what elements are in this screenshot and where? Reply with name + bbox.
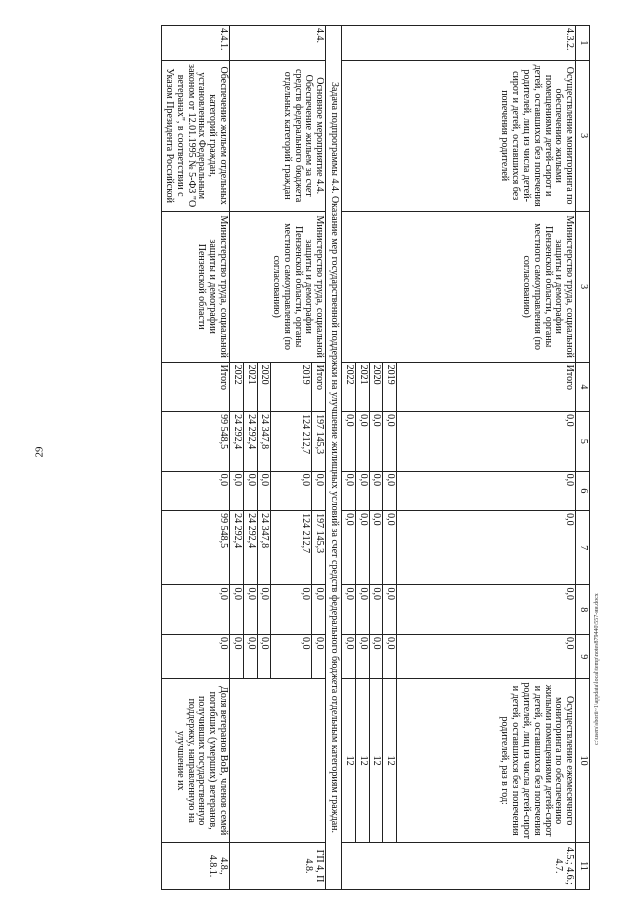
col-header-5: 5: [576, 412, 590, 471]
table-row: [162, 26, 230, 890]
value-cell: 0,0: [162, 634, 230, 679]
value-cell: 24 292,4: [230, 511, 244, 585]
value-cell: 0,0: [243, 634, 257, 679]
value-cell: 0,0: [243, 585, 257, 635]
value-cell: 0,0: [312, 471, 326, 511]
value-cell: 0,0: [397, 634, 576, 679]
rotated-table-sheet: [50, 25, 590, 890]
value-cell: 0,0: [257, 585, 271, 635]
col-header-11: 11: [576, 842, 590, 889]
value-cell: 197 145,3: [312, 412, 326, 471]
col-header-8: 8: [576, 585, 590, 635]
value-cell: 0,0: [397, 585, 576, 635]
year-cell: Итого: [162, 362, 230, 412]
value-cell: 0,0: [383, 511, 397, 585]
year-cell: 2020: [369, 362, 383, 412]
value-cell: 0,0: [312, 634, 326, 679]
value-cell: 0,0: [397, 412, 576, 471]
value-cell: 197 145,3: [312, 511, 326, 585]
value-cell: 0,0: [257, 471, 271, 511]
value-cell: 0,0: [383, 634, 397, 679]
value-cell: 0,0: [383, 412, 397, 471]
value-cell: 0,0: [271, 585, 312, 635]
col-header-7: 7: [576, 511, 590, 585]
value-cell: 99 548,5: [162, 511, 230, 585]
indicator-value: 12: [383, 679, 397, 842]
value-cell: 0,0: [271, 471, 312, 511]
page-number: 29: [33, 446, 46, 458]
value-cell: 0,0: [162, 471, 230, 511]
value-cell: 0,0: [257, 634, 271, 679]
col-header-9: 9: [576, 634, 590, 679]
year-cell: 2022: [342, 362, 356, 412]
value-cell: 0,0: [342, 634, 356, 679]
value-cell: 124 212,7: [271, 412, 312, 471]
row-number: 4.4.: [230, 26, 326, 61]
indicator-cell: Осуществление ежемесячного мониторинга по обеспечению жилыми помещениями детей-сирот и детей, оставшихся без попечения родителей, лиц из числа детей-сирот и детей, оставшихся без попечения родителей, раз в год:: [397, 679, 576, 842]
value-cell: 24 347,8: [257, 511, 271, 585]
value-cell: 0,0: [369, 412, 383, 471]
col-header-2: 3: [576, 60, 590, 211]
indicator-value: 12: [342, 679, 356, 842]
indicator-value: 12: [369, 679, 383, 842]
year-cell: 2020: [257, 362, 271, 412]
indicator-cell: [230, 679, 326, 842]
value-cell: 124 212,7: [271, 511, 312, 585]
value-cell: 24 292,4: [230, 412, 244, 471]
table-row: [397, 26, 576, 890]
value-cell: 24 292,4: [243, 511, 257, 585]
value-cell: 0,0: [271, 634, 312, 679]
executor: Министерство труда, социальной защиты и демографии Пензенской области, органы местного самоуправления (по согласованию): [342, 211, 576, 362]
col-header-1: 1: [576, 26, 590, 61]
value-cell: 0,0: [369, 511, 383, 585]
measure-name: Осуществление мониторинга по обеспечению жилыми помещениями детей-сирот и детей, оставшихся без попечения родителей, лиц из числа детей-сирот и детей, оставшихся без попечения родителей: [342, 60, 576, 211]
reference-cell: 4.5.; 4.6.; 4.7.: [342, 842, 576, 889]
year-cell: 2022: [230, 362, 244, 412]
value-cell: 24 347,8: [257, 412, 271, 471]
row-number: 4.4.1.: [162, 26, 230, 61]
program-measures-table: [161, 25, 590, 890]
value-cell: 0,0: [243, 471, 257, 511]
year-cell: 2019: [271, 362, 312, 412]
reference-cell: 4.8., 4.8.1.: [162, 842, 230, 889]
value-cell: 0,0: [312, 585, 326, 635]
year-cell: 2021: [243, 362, 257, 412]
value-cell: 0,0: [369, 471, 383, 511]
task-row: [326, 26, 342, 890]
executor: Министерство труда, социальной защиты и демографии Пензенской области, органы местного самоуправления (по согласованию): [230, 211, 326, 362]
value-cell: 0,0: [397, 511, 576, 585]
value-cell: 0,0: [355, 585, 369, 635]
measure-name: Обеспечение жильем отдельных категорий граждан, установленных Федеральным законом от 12.01.1995 № 5-ФЗ "О ветеранах", в соответствии с Указом Президента Российской: [162, 60, 230, 211]
year-cell: Итого: [312, 362, 326, 412]
value-cell: 0,0: [369, 634, 383, 679]
header-row: [576, 26, 590, 890]
value-cell: 0,0: [230, 471, 244, 511]
value-cell: 0,0: [230, 585, 244, 635]
indicator-value: 12: [355, 679, 369, 842]
year-cell: 2019: [383, 362, 397, 412]
subprogram-task: Задача подпрограммы 4.4. Оказание мер государственной поддержки на улучшение жилищных условий за счет средств федерального бюджета отдельным категориям граждан.: [326, 26, 342, 890]
value-cell: 24 292,4: [243, 412, 257, 471]
value-cell: 0,0: [397, 471, 576, 511]
col-header-6: 6: [576, 471, 590, 511]
year-cell: Итого: [397, 362, 576, 412]
col-header-3: 3: [576, 211, 590, 362]
value-cell: 0,0: [369, 585, 383, 635]
col-header-4: 4: [576, 362, 590, 412]
value-cell: 99 548,5: [162, 412, 230, 471]
value-cell: 0,0: [342, 511, 356, 585]
value-cell: 0,0: [355, 634, 369, 679]
value-cell: 0,0: [355, 511, 369, 585]
value-cell: 0,0: [342, 412, 356, 471]
value-cell: 0,0: [342, 471, 356, 511]
indicator-cell: Доля ветеранов ВоВ, членов семей погибших (умерших) ветеранов, получивших государственную поддержку, направленную на улучшение их: [162, 679, 230, 842]
col-header-10: 10: [576, 679, 590, 842]
value-cell: 0,0: [230, 634, 244, 679]
year-cell: 2021: [355, 362, 369, 412]
value-cell: 0,0: [383, 585, 397, 635]
executor: Министерство труда, социальной защиты и демографии Пензенской области: [162, 211, 230, 362]
value-cell: 0,0: [383, 471, 397, 511]
reference-cell: ГП 4, П 4.8.: [230, 842, 326, 889]
measure-name: Основное мероприятие 4.4. Обеспечение жильем за счет средств федерального бюджета отдельных категорий граждан: [230, 60, 326, 211]
value-cell: 0,0: [162, 585, 230, 635]
footer-file-path: c:\users\sborii~1\appdata\local\temp\notes879440\557-ии.docx: [594, 593, 600, 745]
table-row: [312, 26, 326, 890]
value-cell: 0,0: [355, 412, 369, 471]
value-cell: 0,0: [342, 585, 356, 635]
row-number: 4.3.2.: [342, 26, 576, 61]
value-cell: 0,0: [355, 471, 369, 511]
